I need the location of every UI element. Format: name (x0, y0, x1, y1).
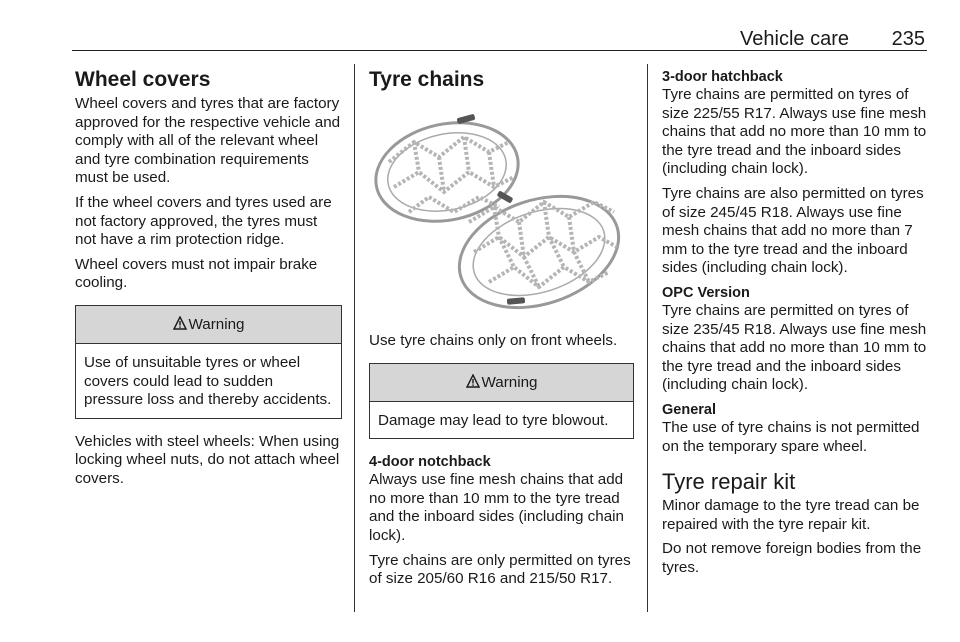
paragraph: Vehicles with steel wheels: When using locking wheel nuts, do not attach wheel covers. (75, 432, 340, 487)
page-number: 235 (891, 28, 925, 50)
paragraph: Do not remove foreign bodies from the tyres. (662, 540, 922, 576)
subheading-4-door: 4-door notchback (369, 454, 491, 471)
paragraph: Tyre chains are permitted on tyres of size 225/55 R17. Always use fine mesh chains that add no more than 10 mm to the tyre tread and the inboard sides (including chain lock). (662, 86, 927, 178)
warning-box (369, 363, 634, 440)
column-tyre-chains (369, 68, 634, 595)
section-title: Vehicle care (740, 28, 849, 50)
warning-text: Use of unsuitable tyres or wheel covers could lead to sudden pressure loss and thereby accidents. (84, 353, 332, 409)
column-divider-1 (354, 64, 355, 612)
paragraph: The use of tyre chains is not permitted on the temporary spare wheel. (662, 418, 920, 455)
warning-title: Warning (188, 315, 245, 333)
subheading-3-door: 3-door hatchback (662, 69, 783, 85)
figure-caption: Use tyre chains only on front wheels. (369, 332, 618, 349)
paragraph: Wheel covers must not impair brake cooling. (75, 255, 318, 292)
column-chains-continued (662, 68, 927, 583)
paragraph: Wheel covers and tyres that are factory approved for the respective vehicle and comply with all of the relevant wheel and tyre combination requirements must be used. (75, 95, 341, 187)
warning-header (370, 364, 633, 402)
page-header (72, 28, 927, 51)
subheading-general: General (662, 401, 716, 418)
paragraph: If the wheel covers and tyres used are not factory approved, the tyres must not have a rim protection ridge. (75, 193, 332, 249)
warning-triangle-icon (466, 365, 480, 402)
paragraph: Minor damage to the tyre tread can be repaired with the tyre repair kit. (662, 497, 920, 533)
column-wheel-covers (75, 68, 342, 495)
heading-tyre-chains: Tyre chains (369, 68, 485, 91)
warning-box (75, 305, 342, 419)
subheading-opc: OPC Version (662, 284, 750, 301)
warning-text: Damage may lead to tyre blowout. (378, 411, 609, 429)
warning-title: Warning (481, 373, 538, 391)
paragraph: Tyre chains are also permitted on tyres of size 245/45 R18. Always use fine mesh chains that add no more than 7 mm to the tyre tread and the inboard sides (including chain lock). (662, 184, 924, 277)
warning-header (76, 306, 341, 344)
warning-triangle-icon (173, 307, 187, 344)
paragraph: Tyre chains are permitted on tyres of size 235/45 R18. Always use fine mesh chains that add no more than 10 mm to the tyre tread and the inboard sides (including chain lock). (662, 301, 927, 394)
column-divider-2 (647, 64, 648, 612)
heading-wheel-covers: Wheel covers (75, 68, 211, 91)
paragraph: Tyre chains are only permitted on tyres of size 205/60 R16 and 215/50 R17. (369, 551, 631, 588)
paragraph: Always use fine mesh chains that add no more than 10 mm to the tyre tread and the inboard sides (including chain lock). (369, 471, 624, 544)
tyre-chains-illustration (369, 102, 631, 320)
tyre-chains-image (369, 102, 631, 320)
heading-tyre-repair-kit: Tyre repair kit (662, 469, 796, 495)
